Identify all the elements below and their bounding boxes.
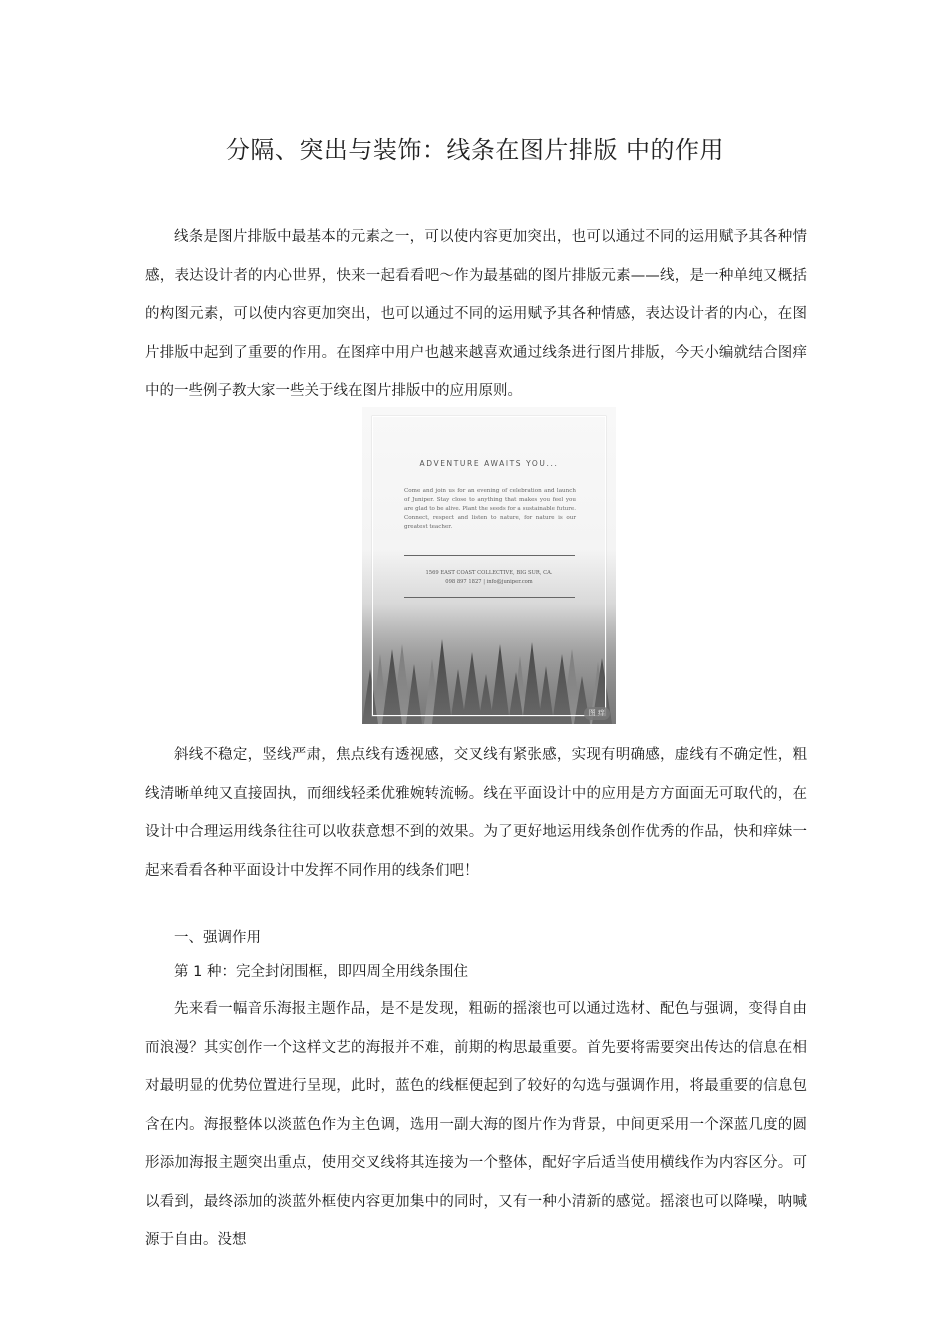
poster-address xyxy=(362,569,616,586)
subsection-heading: 第 1 种：完全封闭围框，即四周全用线条围住 xyxy=(174,964,468,980)
poster-title: ADVENTURE AWAITS YOU... xyxy=(419,459,559,468)
intro-paragraph: 线条是图片排版中最基本的元素之一，可以使内容更加突出，也可以通过不同的运用赋予其各种情感，表达设计者的内心世界，快来一起看看吧～作为最基础的图片排版元素——线，是一种单纯又概括的构图元素，可以使内容更加突出，也可以通过不同的运用赋予其各种情感，表达设计者的内心，在图片排版中起到了重要的作用。在图痒中用户也越来越喜欢通过线条进行图片排版，今天小编就结合图痒中的一些例子教大家一些关于线在图片排版中的应用原则。 xyxy=(145,229,807,399)
poster-rule-top xyxy=(404,555,575,556)
poster-body-text: Come and join us for an evening of celebration and launch of Juniper. Stay close to anything that makes you feel you are glad to be alive. Plant the seeds for a sustainable future. Connect, respect and listen to nature, for nature is our greatest teacher. xyxy=(404,488,576,530)
document-title: 分隔、突出与装饰：线条在图片排版 中的作用 xyxy=(225,136,725,164)
poster-address-line1: 1569 EAST COAST COLLECTIVE, BIG SUR, CA. xyxy=(425,570,553,576)
second-paragraph: 斜线不稳定，竖线严肃，焦点线有透视感，交叉线有紧张感，实现有明确感，虚线有不确定性，粗线清晰单纯又直接固执，而细线轻柔优雅婉转流畅。线在平面设计中的应用是方方面面无可取代的，在设计中合理运用线条往往可以收获意想不到的效果。为了更好地运用线条创作优秀的作品，快和痒妹一起来看看各种平面设计中发挥不同作用的线条们吧！ xyxy=(145,747,807,879)
watermark-badge: 图 痒 xyxy=(584,707,610,720)
third-paragraph: 先来看一幅音乐海报主题作品，是不是发现，粗砺的摇滚也可以通过选材、配色与强调，变得自由而浪漫？其实创作一个这样文艺的海报并不难，前期的构思最重要。首先要将需要突出传达的信息在相对最明显的优势位置进行呈现，此时，蓝色的线框便起到了较好的勾选与强调作用，将最重要的信息包含在内。海报整体以淡蓝色作为主色调，选用一副大海的图片作为背景，中间更采用一个深蓝几度的圆形添加海报主题突出重点，使用交叉线将其连接为一个整体，配好字后适当使用横线作为内容区分。可以看到，最终添加的淡蓝外框使内容更加集中的同时，又有一种小清新的感觉。摇滚也可以降噪，呐喊源于自由。没想 xyxy=(145,1001,807,1248)
poster-address-line2: 098 897 1827 | info@juniper.com xyxy=(445,578,533,585)
section-heading: 一、强调作用 xyxy=(174,930,261,946)
poster-rule-bottom xyxy=(404,597,575,598)
poster-image xyxy=(362,407,616,724)
